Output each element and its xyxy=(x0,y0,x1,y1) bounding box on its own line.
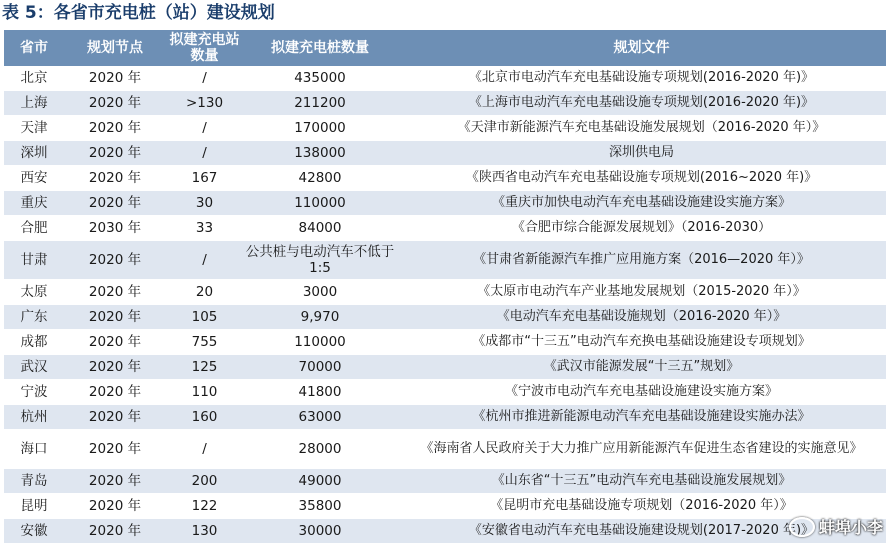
table-row xyxy=(4,91,886,116)
cell-province: 太原 xyxy=(4,280,64,305)
cell-province: 成都 xyxy=(4,330,64,355)
table-row xyxy=(4,430,886,469)
header-province: 省市 xyxy=(4,30,64,66)
table-row xyxy=(4,141,886,166)
cell-pile-count: 63000 xyxy=(243,405,397,430)
planning-table xyxy=(4,30,886,544)
cell-station-count: 200 xyxy=(166,469,243,494)
cell-pile-count: 211200 xyxy=(243,91,397,116)
table-row xyxy=(4,330,886,355)
table-row xyxy=(4,241,886,280)
cell-plan-document: 《上海市电动汽车充电基础设施专项规划(2016-2020 年)》 xyxy=(397,91,886,116)
table-row xyxy=(4,380,886,405)
cell-province: 昆明 xyxy=(4,494,64,519)
cell-province: 重庆 xyxy=(4,191,64,216)
cell-plan-document: 《北京市电动汽车充电基础设施专项规划(2016-2020 年)》 xyxy=(397,66,886,91)
cell-station-count: / xyxy=(166,430,243,469)
cell-province: 天津 xyxy=(4,116,64,141)
cell-plan-document: 《甘肃省新能源汽车推广应用施方案（2016—2020 年）》 xyxy=(397,241,886,280)
cell-pile-count: 110000 xyxy=(243,191,397,216)
cell-plan-node: 2020 年 xyxy=(64,116,166,141)
cell-plan-node: 2030 年 xyxy=(64,216,166,241)
cell-station-count: 130 xyxy=(166,519,243,544)
cell-plan-document: 《山东省“十三五”电动汽车充电基础设施发展规划》 xyxy=(397,469,886,494)
cell-plan-node: 2020 年 xyxy=(64,66,166,91)
cell-plan-node: 2020 年 xyxy=(64,241,166,280)
table-row xyxy=(4,469,886,494)
cell-plan-document: 《太原市电动汽车产业基地发展规划（2015-2020 年）》 xyxy=(397,280,886,305)
cell-pile-count: 9,970 xyxy=(243,305,397,330)
cell-station-count: 125 xyxy=(166,355,243,380)
cell-pile-count: 70000 xyxy=(243,355,397,380)
cell-pile-count: 110000 xyxy=(243,330,397,355)
table-row xyxy=(4,66,886,91)
cell-plan-document: 《成都市“十三五”电动汽车充换电基础设施建设专项规划》 xyxy=(397,330,886,355)
cell-station-count: 160 xyxy=(166,405,243,430)
cell-plan-document: 《安徽省电动汽车充电基础设施建设规划(2017-2020 年)》 xyxy=(397,519,886,544)
table-row xyxy=(4,305,886,330)
table-row xyxy=(4,519,886,544)
cell-pile-count: 170000 xyxy=(243,116,397,141)
table-row xyxy=(4,280,886,305)
cell-station-count: 33 xyxy=(166,216,243,241)
cell-plan-node: 2020 年 xyxy=(64,91,166,116)
cell-province: 甘肃 xyxy=(4,241,64,280)
cell-plan-document: 《武汉市能源发展“十三五”规划》 xyxy=(397,355,886,380)
cell-pile-count: 435000 xyxy=(243,66,397,91)
cell-pile-count: 30000 xyxy=(243,519,397,544)
cell-pile-count: 138000 xyxy=(243,141,397,166)
cell-pile-count: 41800 xyxy=(243,380,397,405)
cell-province: 深圳 xyxy=(4,141,64,166)
cell-plan-node: 2020 年 xyxy=(64,494,166,519)
cell-province: 武汉 xyxy=(4,355,64,380)
cell-province: 上海 xyxy=(4,91,64,116)
header-station-count: 拟建充电站数量 xyxy=(166,30,243,66)
header-row xyxy=(4,30,886,66)
cell-plan-node: 2020 年 xyxy=(64,141,166,166)
cell-plan-node: 2020 年 xyxy=(64,355,166,380)
cell-station-count: / xyxy=(166,66,243,91)
cell-province: 青岛 xyxy=(4,469,64,494)
watermark-text: 蚌埠小李 xyxy=(818,518,883,537)
cell-pile-count: 49000 xyxy=(243,469,397,494)
cell-plan-node: 2020 年 xyxy=(64,405,166,430)
cell-province: 杭州 xyxy=(4,405,64,430)
table-row xyxy=(4,494,886,519)
cell-pile-count: 35800 xyxy=(243,494,397,519)
cell-province: 海口 xyxy=(4,430,64,469)
cell-plan-node: 2020 年 xyxy=(64,330,166,355)
cell-province: 广东 xyxy=(4,305,64,330)
cell-plan-node: 2020 年 xyxy=(64,166,166,191)
cell-plan-document: 《昆明市充电基础设施专项规划（2016-2020 年）》 xyxy=(397,494,886,519)
header-pile-count: 拟建充电桩数量 xyxy=(243,30,397,66)
cell-plan-document: 《宁波市电动汽车充电基础设施建设实施方案》 xyxy=(397,380,886,405)
cell-pile-count: 42800 xyxy=(243,166,397,191)
header-plan-document: 规划文件 xyxy=(397,30,886,66)
cell-plan-node: 2020 年 xyxy=(64,519,166,544)
cell-plan-document: 深圳供电局 xyxy=(397,141,886,166)
cell-plan-node: 2020 年 xyxy=(64,430,166,469)
cell-station-count: 110 xyxy=(166,380,243,405)
cell-plan-node: 2020 年 xyxy=(64,191,166,216)
wechat-icon xyxy=(789,517,815,537)
cell-plan-document: 《杭州市推进新能源电动汽车充电基础设施建设实施办法》 xyxy=(397,405,886,430)
table-row xyxy=(4,355,886,380)
cell-station-count: 122 xyxy=(166,494,243,519)
cell-plan-document: 《陕西省电动汽车充电基础设施专项规划(2016~2020 年)》 xyxy=(397,166,886,191)
cell-province: 北京 xyxy=(4,66,64,91)
table-row xyxy=(4,216,886,241)
table-row xyxy=(4,191,886,216)
header-plan-node: 规划节点 xyxy=(64,30,166,66)
cell-pile-count: 84000 xyxy=(243,216,397,241)
cell-station-count: / xyxy=(166,116,243,141)
cell-plan-document: 《海南省人民政府关于大力推广应用新能源汽车促进生态省建设的实施意见》 xyxy=(397,430,886,469)
cell-station-count: 30 xyxy=(166,191,243,216)
cell-province: 宁波 xyxy=(4,380,64,405)
cell-plan-node: 2020 年 xyxy=(64,280,166,305)
table-row xyxy=(4,405,886,430)
cell-province: 西安 xyxy=(4,166,64,191)
cell-plan-node: 2020 年 xyxy=(64,380,166,405)
cell-plan-document: 《重庆市加快电动汽车充电基础设施建设实施方案》 xyxy=(397,191,886,216)
table-row xyxy=(4,116,886,141)
cell-plan-document: 《天津市新能源汽车充电基础设施发展规划（2016-2020 年）》 xyxy=(397,116,886,141)
cell-plan-document: 《合肥市综合能源发展规划》（2016-2030） xyxy=(397,216,886,241)
cell-province: 合肥 xyxy=(4,216,64,241)
cell-station-count: 20 xyxy=(166,280,243,305)
cell-station-count: >130 xyxy=(166,91,243,116)
cell-pile-count: 28000 xyxy=(243,430,397,469)
cell-pile-count: 公共桩与电动汽车不低于 1:5 xyxy=(243,241,397,280)
watermark xyxy=(789,515,883,538)
cell-plan-node: 2020 年 xyxy=(64,469,166,494)
cell-pile-count: 3000 xyxy=(243,280,397,305)
cell-station-count: / xyxy=(166,141,243,166)
cell-plan-node: 2020 年 xyxy=(64,305,166,330)
cell-plan-document: 《电动汽车充电基础设施规划（2016-2020 年）》 xyxy=(397,305,886,330)
cell-station-count: 167 xyxy=(166,166,243,191)
cell-station-count: 755 xyxy=(166,330,243,355)
cell-station-count: / xyxy=(166,241,243,280)
table-title: 表 5：各省市充电桩（站）建设规划 xyxy=(2,3,275,23)
cell-province: 安徽 xyxy=(4,519,64,544)
cell-station-count: 105 xyxy=(166,305,243,330)
table-row xyxy=(4,166,886,191)
